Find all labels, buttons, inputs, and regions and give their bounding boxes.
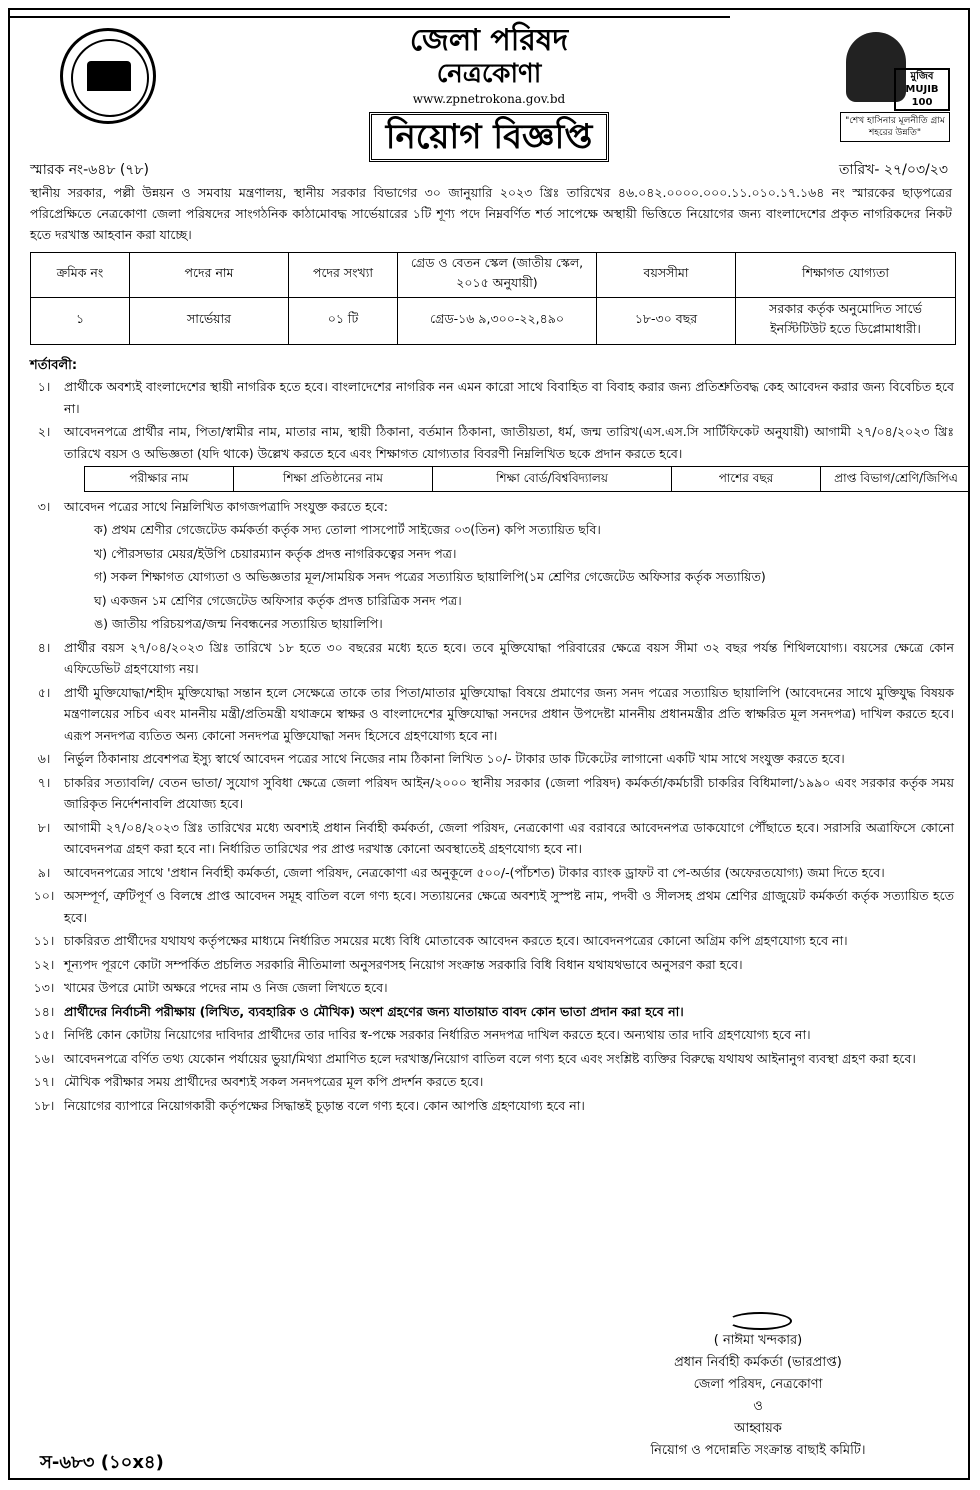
footer-code: স-৬৮৩ (১০x৪) (40, 1452, 164, 1473)
list-item (24, 748, 954, 770)
col-grade-scale: গ্রেড ও বেতন স্কেল (জাতীয় স্কেল, ২০১৫ অনুযায়ী) (398, 253, 597, 298)
list-item (24, 954, 954, 976)
cell-age-limit: ১৮-৩০ বছর (597, 298, 736, 345)
edu-col-institution: শিক্ষা প্রতিষ্ঠানের নাম (234, 467, 433, 492)
item-text: মৌখিক পরীক্ষার সময় প্রার্থীদের অবশ্যই সকল সনদপত্রের মূল কপি প্রদর্শন করতে হবে। (64, 1074, 484, 1089)
document-item (24, 613, 954, 635)
item-number: ১৬। (33, 1050, 55, 1066)
item-text: খামের উপরে মোটা অক্ষরে পদের নাম ও নিজ জেলা লিখতে হবে। (64, 980, 388, 995)
item-number: ৭। (37, 774, 51, 790)
signature-block (618, 1300, 898, 1462)
notice-title: নিয়োগ বিজ্ঞপ্তি (369, 112, 610, 162)
conditions-list (24, 376, 958, 1118)
item-text: নিয়োগের ব্যাপারে নিয়োগকারী কর্তৃপক্ষের সিদ্ধান্তই চূড়ান্ত বলে গণ্য হবে। কোন আপত্তি গ্রহণযোগ্য হবে না। (64, 1097, 585, 1113)
document-text: ক) প্রথম শ্রেণীর গেজেটেড কর্মকর্তা কর্তৃক সদ্য তোলা পাসপোর্ট সাইজের ০৩(তিন) কপি সত্যায়িত ছবি। (94, 522, 601, 537)
item-number: ২। (37, 424, 51, 439)
cell-post-name: সার্ভেয়ার (130, 298, 289, 345)
item-text: প্রার্থীকে অবশ্যই বাংলাদেশের স্থায়ী নাগরিক হতে হবে। বাংলাদেশের নাগরিক নন এমন কারো সাথে বিবাহিত বা বিবাহ করার জন্য প্রতিশ্রুতিবদ্ধ কেহ আবেদন করার জন্য বিবেচিত হবে না। (64, 379, 954, 416)
mujib-100-logo (840, 32, 950, 142)
document-item (24, 566, 954, 588)
notice-date: তারিখ- ২৭/০৩/২৩ (838, 162, 948, 178)
item-number: ৮। (37, 819, 51, 835)
item-number: ১৪। (33, 1003, 55, 1019)
list-item (24, 1024, 954, 1046)
signatory-role: আহ্বায়ক (734, 1421, 782, 1436)
notice-header (10, 24, 968, 162)
document-item (24, 543, 954, 565)
col-serial: ক্রমিক নং (31, 253, 130, 298)
item-number: ৩। (37, 498, 51, 514)
item-number: ১০। (33, 888, 55, 903)
list-item (24, 637, 954, 680)
list-item (24, 682, 954, 747)
list-item (24, 862, 954, 884)
list-item (24, 817, 954, 860)
logo-caption: "শেখ হাসিনার মূলনীতি গ্রাম শহরের উন্নতি" (840, 112, 950, 142)
top-border-line (10, 10, 730, 18)
item-text: আবেদনপত্রের সাথে 'প্রধান নির্বাহী কর্মকর্তা, জেলা পরিষদ, নেত্রকোণা এর অনুকূলে ৫০০/-(পাঁচশত) টাকার ব্যাংক ড্রাফট বা পে-অর্ডার (অফেরতযোগ্য) জমা দিতে হবে। (64, 864, 885, 880)
item-number: ৫। (37, 684, 51, 700)
org-name: জেলা পরিষদ (409, 23, 569, 58)
item-text: আবেদনপত্রে প্রার্থীর নাম, পিতা/স্বামীর নাম, মাতার নাম, স্থায়ী ঠিকানা, বর্তমান ঠিকানা, জাতীয়তা, ধর্ম, জন্ম তারিখ(এস.এস.সি সার্টিফিকেট অনুযায়ী) আগামী ২৭/০৪/২০২৩ খ্রিঃ তারিখে বয়স ও অভিজ্ঞতা (যদি থাকে) উল্লেখ করতে হবে এবং শিক্ষাগত যোগ্যতার বিবরণী নিম্নলিখিত ছকে প্রদান করতে হবে। (64, 424, 954, 461)
mujib-100-mark: মুজিব MUJIB 100 (894, 68, 950, 111)
signature-conjunction: ও (753, 1399, 763, 1414)
education-table (84, 466, 970, 492)
document-text: খ) পৌরসভার মেয়র/ইউপি চেয়ারম্যান কর্তৃক প্রদত্ত নাগরিকত্বের সনদ পত্র। (94, 545, 457, 561)
cell-grade-scale: গ্রেড-১৬ ৯,৩০০-২২,৪৯০ (398, 298, 597, 345)
list-item (24, 772, 954, 815)
list-item (24, 496, 954, 518)
edu-col-year: পাশের বছর (672, 467, 821, 492)
intro-paragraph: স্থানীয় সরকার, পল্লী উন্নয়ন ও সমবায় মন্ত্রণালয়, স্থানীয় সরকার বিভাগের ৩০ জানুয়ারি ২০২৩ খ্রিঃ তারিখের ৪৬.০৪২.০০০০.০০০.১১.০১০.১৭.১৬৪ নং স্মারকের ছাড়পত্রের পরিপ্রেক্ষিতে নেত্রকোণা জেলা পরিষদের সাংগঠনিক কাঠামোবদ্ধ সার্ভেয়ারের ১টি শূণ্য পদে নিম্নবর্ণিত শর্ত সাপেক্ষে অস্থায়ী ভিত্তিতে নিয়োগের জন্য বাংলাদেশের প্রকৃত নাগরিকদের নিকট হতে দরখাস্ত আহবান করা যাচ্ছে। (30, 185, 952, 242)
item-text: প্রার্থীর বয়স ২৭/০৪/২০২৩ খ্রিঃ তারিখে ১৮ হতে ৩০ বছরের মধ্যে হতে হবে। তবে মুক্তিযোদ্ধা পরিবারের ক্ষেত্রে বয়স সীমা ৩২ বছর পর্যন্ত শিথিলযোগ্য। বয়সের ক্ষেত্রে কোন এফিডেভিট গ্রহণযোগ্য নয়। (64, 639, 954, 676)
district-name: নেত্রকোণা (436, 59, 542, 89)
item-text: নির্দিষ্ট কোন কোটায় নিয়োগের দাবিদার প্রার্থীদের তার দাবির স্ব-পক্ষে সরকার নির্ধারিত সনদপত্র দাখিল করতে হবে। অন্যথায় তার দাবি গ্রহণযোগ্য হবে না। (64, 1027, 811, 1042)
item-text: চাকরিরত প্রার্থীদের যথাযথ কর্তৃপক্ষের মাধ্যমে নির্ধারিত সময়ের মধ্যে বিধি মোতাবেক আবেদন করতে হবে। আবেদনপত্রের কোনো অগ্রিম কপি গ্রহণযোগ্য হবে না। (64, 933, 848, 948)
item-number: ১। (37, 379, 51, 394)
list-item (24, 1095, 954, 1117)
memo-number: স্মারক নং-৬৪৮ (৭৮) (30, 162, 149, 178)
website-link[interactable]: www.zpnetrokona.gov.bd (412, 92, 566, 106)
document-text: ঘ) একজন ১ম শ্রেণির গেজেটেড অফিসার কর্তৃক প্রদত্ত চারিত্রিক সনদ পত্র। (94, 592, 462, 608)
col-post-count: পদের সংখ্যা (289, 253, 398, 298)
item-text: প্রার্থী মুক্তিযোদ্ধা/শহীদ মুক্তিযোদ্ধা সন্তান হলে সেক্ষেত্রে তাকে তার পিতা/মাতার মুক্তিযোদ্ধা বিষয়ে প্রমাণের জন্য সনদ পত্রের সত্যায়িত ছায়ালিপি (আবেদনের সাথে মুক্তিযুদ্ধ বিষয়ক মন্ত্রণালয়ের সচিব এবং মাননীয় মন্ত্রী/প্রতিমন্ত্রী যথাক্রমে স্বাক্ষর ও বাংলাদেশের মুক্তিযোদ্ধা সনদের প্রধান উপদেষ্টা মাননীয় প্রধানমন্ত্রীর প্রতি স্বাক্ষরিত মূল সনদপত্র) দাখিল করতে হবে। এরূপ সনদপত্র ব্যতিত অন্য কোনো সনদপত্র মুক্তিযোদ্ধা সনদ হিসেবে গ্রহণযোগ্য হবে না। (64, 684, 954, 743)
signatory-name: ( নাঈমা খন্দকার) (713, 1333, 803, 1348)
table-row (31, 298, 956, 345)
item-text: প্রার্থীদের নির্বাচনী পরীক্ষায় (লিখিত, ব্যবহারিক ও মৌখিক) অংশ গ্রহণের জন্য যাতায়াত বাবদ কোন ভাতা প্রদান করা হবে না। (64, 1003, 684, 1019)
signature-mark-icon (618, 1300, 898, 1330)
signatory-office: জেলা পরিষদ, নেত্রকোণা (693, 1377, 823, 1392)
item-text: আবেদনপত্রে বর্ণিত তথ্য যেকোন পর্যায়ের ভুয়া/মিথ্যা প্রমাণিত হলে দরখাস্ত/নিয়োগ বাতিল বলে গণ্য হবে এবং সংশ্লিষ্ট ব্যক্তির বিরুদ্ধে যথাযথ আইনানুগ ব্যবস্থা গ্রহণ করা হবে। (64, 1050, 916, 1066)
list-item (24, 421, 954, 464)
list-item (24, 1048, 954, 1070)
item-number: ১৫। (33, 1027, 55, 1042)
item-number: ১৩। (33, 980, 55, 995)
item-text: নির্ভুল ঠিকানায় প্রবেশপত্র ইস্যু স্বার্থে আবেদন পত্রের সাথে নিজের নাম ঠিকানা লিখিত ১০/- টাকার ডাক টিকেটের লাগানো একটি খাম সাথে সংযুক্ত করতে হবে। (64, 751, 845, 766)
edu-col-result: প্রাপ্ত বিভাগ/শ্রেণি/জিপিএ (821, 467, 971, 492)
list-item (24, 1071, 954, 1093)
cell-post-count: ০১ টি (289, 298, 398, 345)
list-item (24, 376, 954, 419)
edu-col-board: শিক্ষা বোর্ড/বিশ্ববিদ্যালয় (433, 467, 672, 492)
document-text: ঙ) জাতীয় পরিচয়পত্র/জন্ম নিবন্ধনের সত্যায়িত ছায়ালিপি। (94, 616, 383, 631)
item-text: শূন্যপদ পূরণে কোটা সম্পর্কিত প্রচলিত সরকারি নীতিমালা অনুসরণসহ নিয়োগ সংক্রান্ত সরকারি বিধি বিধান যথাযথভাবে অনুসরণ করা হবে। (64, 956, 743, 972)
item-text: আগামী ২৭/০৪/২০২৩ খ্রিঃ তারিখের মধ্যে অবশ্যই প্রধান নির্বাহী কর্মকর্তা, জেলা পরিষদ, নেত্রকোণা এর বরাবরে আবেদনপত্র ডাকযোগে পৌঁছাতে হবে। সরাসরি অত্রাফিসে কোনো আবেদনপত্র গ্রহণ করা হবে না। নির্ধারিত তারিখের পর প্রাপ্ত দরখাস্ত কোনো অবস্থাতেই গ্রহণযোগ্য হবে না। (64, 819, 954, 856)
post-table (30, 252, 956, 345)
education-table-header-row (85, 467, 971, 492)
edu-col-exam: পরীক্ষার নাম (85, 467, 234, 492)
cell-qualification: সরকার কর্তৃক অনুমোদিত সার্ভে ইনস্টিটিউট হতে ডিপ্লোমাধারী। (736, 298, 956, 345)
list-item (24, 1001, 954, 1023)
notice-page (8, 8, 970, 1480)
item-number: ৬। (37, 751, 51, 766)
list-item (24, 885, 954, 928)
item-text: আবেদন পত্রের সাথে নিম্নলিখিত কাগজপত্রাদি সংযুক্ত করতে হবে: (64, 498, 388, 514)
item-number: ৪। (37, 639, 51, 655)
document-item (24, 519, 954, 541)
item-number: ১৭। (33, 1074, 55, 1089)
item-text: অসম্পূর্ণ, ত্রুটিপূর্ণ ও বিলম্বে প্রাপ্ত আবেদন সমূহ বাতিল বলে গণ্য হবে। সত্যায়নের ক্ষেত্রে অবশ্যই সুস্পষ্ট নাম, পদবী ও সীলসহ প্রথম শ্রেণির গ্রাজুয়েট কর্মকর্তা কর্তৃক সত্যায়িত হতে হবে। (64, 888, 954, 925)
item-number: ১৮। (33, 1097, 55, 1113)
col-age-limit: বয়সসীমা (597, 253, 736, 298)
list-item (24, 930, 954, 952)
conditions-heading: শর্তাবলী: (30, 358, 78, 373)
col-qualification: শিক্ষাগত যোগ্যতা (736, 253, 956, 298)
document-text: গ) সকল শিক্ষাগত যোগ্যতা ও অভিজ্ঞতার মূল/সাময়িক সনদ পত্রের সত্যায়িত ছায়ালিপি(১ম শ্রেণির গেজেটেড অফিসার কর্তৃক সত্যায়িত) (94, 569, 766, 584)
signatory-designation: প্রধান নির্বাহী কর্মকর্তা (ভারপ্রাপ্ত) (674, 1355, 842, 1370)
post-table-header-row (31, 253, 956, 298)
committee-name: নিয়োগ ও পদোন্নতি সংক্রান্ত বাছাই কমিটি। (650, 1443, 866, 1458)
cell-serial: ১ (31, 298, 130, 345)
item-number: ১১। (33, 933, 55, 948)
list-item (24, 977, 954, 999)
col-post-name: পদের নাম (130, 253, 289, 298)
item-number: ১২। (33, 956, 55, 972)
item-number: ৯। (37, 864, 51, 880)
document-item (24, 590, 954, 612)
item-text: চাকরির সত্যাবলি/ বেতন ভাতা/ সুযোগ সুবিধা ক্ষেত্রে জেলা পরিষদ আইন/২০০০ স্থানীয় সরকার (জেলা পরিষদ) কর্মকর্তা/কর্মচারী চাকরির বিধিমালা/১৯৯০ এবং সরকার কর্তৃক সময় জারিকৃত নির্দেশনাবলি প্রযোজ্য হবে। (64, 774, 954, 811)
